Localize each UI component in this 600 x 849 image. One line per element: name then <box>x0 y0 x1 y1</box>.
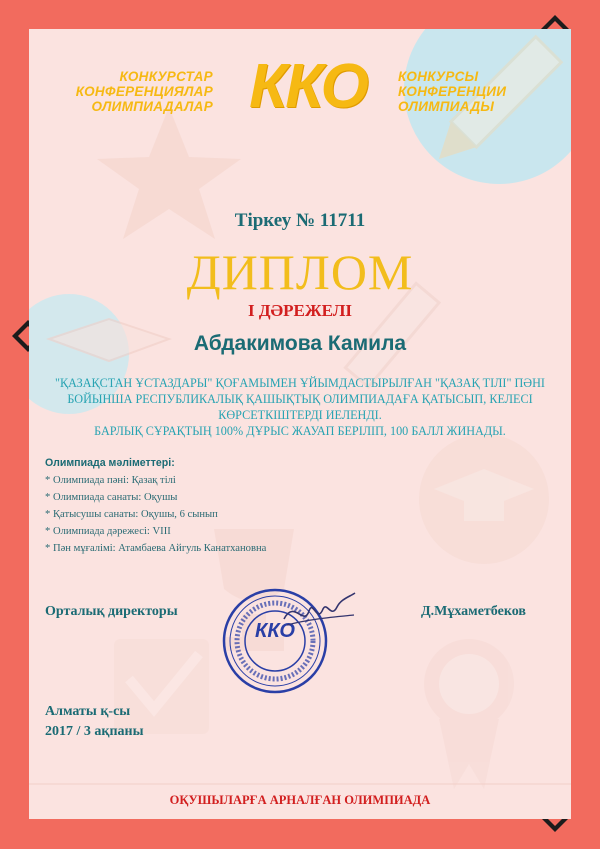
medal-icon <box>424 639 514 789</box>
degree-label: І ДӘРЕЖЕЛІ <box>247 301 353 320</box>
diploma-title: ДИПЛОМ <box>186 244 414 300</box>
detail-item: * Олимпиада санаты: Оқушы <box>45 492 178 503</box>
logo-left-line-1: КОНКУРСТАР <box>119 69 213 84</box>
award-line-1: "ҚАЗАҚСТАН ҰСТАЗДАРЫ" ҚОҒАМЫМЕН ҰЙЫМДАСТЫРЫЛҒАН "ҚАЗАҚ ТІЛІ" ПӘНІ <box>55 376 545 390</box>
logo-right-line-3: ОЛИМПИАДЫ <box>398 99 495 114</box>
diploma-sheet <box>29 29 571 819</box>
award-line-2: БОЙЫНША РЕСПУБЛИКАЛЫҚ ҚАШЫҚТЫҚ ОЛИМПИАДАҒА ҚАТЫСЫП, КЕЛЕСІ <box>67 392 533 406</box>
issue-place-date <box>45 702 144 742</box>
director-name: Д.Мұхаметбеков <box>421 604 526 619</box>
logo-right-line-2: КОНФЕРЕНЦИИ <box>398 84 507 99</box>
issue-city: Алматы қ-сы <box>45 704 131 719</box>
award-description <box>54 375 546 439</box>
director-label: Орталық директоры <box>45 604 178 619</box>
detail-item: * Пән мұғалімі: Атамбаева Айгуль Канатхановна <box>45 543 267 554</box>
olympiad-details <box>45 455 266 557</box>
logo-right-line-1: КОНКУРСЫ <box>398 69 479 84</box>
logo-left-text <box>73 69 213 114</box>
stamp-label: ККО <box>255 620 295 642</box>
detail-item: * Олимпиада пәні: Қазақ тілі <box>45 475 176 486</box>
award-line-4: БАРЛЫҚ СҰРАҚТЫҢ 100% ДҰРЫС ЖАУАП БЕРІЛІП, 100 БАЛЛ ЖИНАДЫ. <box>94 424 506 438</box>
recipient-name: Абдакимова Камила <box>193 332 407 355</box>
logo-left-line-2: КОНФЕРЕНЦИЯЛАР <box>75 84 213 99</box>
signature-icon <box>279 589 359 634</box>
logo-left-line-3: ОЛИМПИАДАЛАР <box>91 99 213 114</box>
logo-right-text <box>398 69 548 114</box>
detail-item: * Қатысушы санаты: Оқушы, 6 сынып <box>45 509 218 520</box>
issue-date: 2017 / 3 ақпаны <box>45 724 144 739</box>
detail-item: * Олимпиада дәрежесі: VIII <box>45 526 171 537</box>
details-title: Олимпиада мәліметтері: <box>45 457 175 469</box>
footer-caption: ОҚУШЫЛАРҒА АРНАЛҒАН ОЛИМПИАДА <box>169 793 431 807</box>
logo-mark: ККО <box>249 52 367 121</box>
registration-number: Тіркеу № 11711 <box>234 210 366 231</box>
award-line-3: КӨРСЕТКІШТЕРДІ ИЕЛЕНДІ. <box>218 408 382 422</box>
